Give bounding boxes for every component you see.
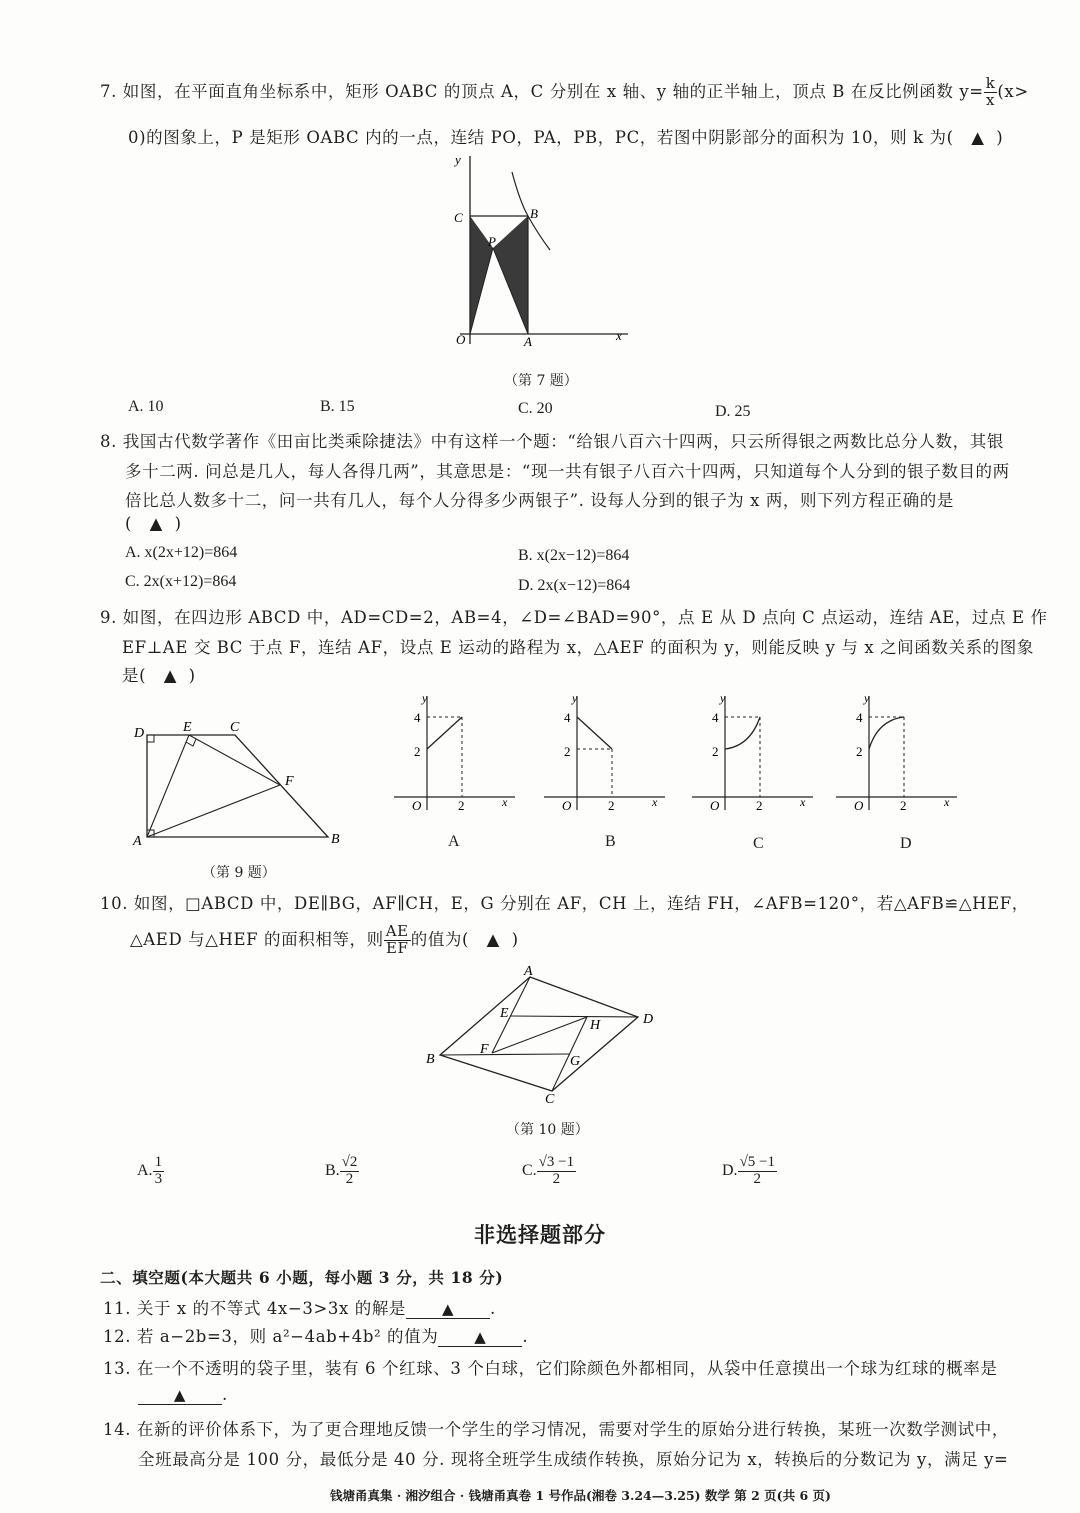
answer-marker: ▲ <box>149 514 163 533</box>
page-footer: 钱塘甬真集 · 湘汐组合 · 钱塘甬真卷 1 号作品(湘卷 3.24—3.25) 数学 第 2 页(共 6 页) <box>330 1488 831 1503</box>
q8-line3: 倍比总人数多十二，问一共有几人，每个人分得多少两银子”. 设每人分到的银子为 x 两，则下列方程正确的是 <box>125 491 954 510</box>
graph-a-y-label: y <box>422 691 428 705</box>
q10-line2: △AED 与△HEF 的面积相等，则 $\frac{AE}{EF}$ 的值为( ▲ ) <box>130 922 519 957</box>
q8-option-c: C. 2x(x+12)=864 <box>125 573 237 590</box>
q9-figure <box>128 715 358 850</box>
q12-answer-blank[interactable]: ▲ <box>438 1328 522 1347</box>
q10-label-b: B <box>426 1052 435 1067</box>
q9-label-e: E <box>183 720 192 735</box>
q11: 11. 关于 x 的不等式 4x−3>3x 的解是 ▲ . <box>103 1299 496 1318</box>
q7-caption: （第 7 题） <box>504 373 578 389</box>
q8-option-b: B. x(2x−12)=864 <box>518 547 630 564</box>
graph-a-tick-2y: 2 <box>414 744 421 759</box>
q9-graph-d-letter: D <box>900 835 912 852</box>
q8-line4: ( ▲ ) <box>125 514 182 533</box>
q9-label-b: B <box>331 832 340 847</box>
graph-c-tick-4: 4 <box>712 710 719 725</box>
q7-option-c: C. 20 <box>518 400 553 417</box>
q14-line1: 14. 在新的评价体系下，为了更合理地反馈一个学生的学习情况，需要对学生的原始分进行转换，某班一次数学测试中， <box>103 1420 1009 1439</box>
graph-b-origin: O <box>562 798 572 813</box>
part2-heading: 二、填空题(本大题共 6 小题，每小题 3 分，共 18 分) <box>100 1268 504 1287</box>
q8-line2: 多十二两. 问总是几人，每人各得几两”，其意思是：“现一共有银子八百六十四两，只知道每个人分到的银子数目的两 <box>125 462 1010 481</box>
graph-b-tick-2x: 2 <box>608 798 615 813</box>
q9-graph-b-letter: B <box>605 833 616 850</box>
graph-c-tick-2y: 2 <box>712 744 719 759</box>
q14-line2: 全班最高分是 100 分，最低分是 40 分. 现将全班学生成绩作转换，原始分记为 x，转换后的分数记为 y，满足 y= <box>138 1450 1009 1469</box>
q9-label-d: D <box>134 726 145 741</box>
graph-d-x-label: x <box>944 795 950 809</box>
q9-line1: 9. 如图，在四边形 ABCD 中，AD=CD=2，AB=4，∠D=∠BAD=90°，点 E 从 D 点向 C 点运动，连结 AE，过点 E 作 <box>100 608 1048 627</box>
graph-d-tick-4: 4 <box>856 710 863 725</box>
graph-a-tick-4: 4 <box>414 710 421 725</box>
q13-line1: 13. 在一个不透明的袋子里，装有 6 个红球、3 个白球，它们除颜色外都相同，从袋中任意摸出一个球为红球的概率是 <box>103 1359 998 1378</box>
q9-label-f: F <box>285 774 294 789</box>
q7-k-over-x-fraction: $\frac{k}{x}$ <box>985 74 996 109</box>
q10-ae-over-ef-fraction: $\frac{AE}{EF}$ <box>385 922 409 957</box>
q10-option-d: D. $\frac{√5 -1}{2}$ <box>722 1154 776 1187</box>
q13-answer-blank[interactable]: ▲ <box>138 1386 222 1405</box>
graph-d-y-label: y <box>864 691 870 705</box>
q7-label-p: P <box>488 234 496 249</box>
q8-option-d: D. 2x(x−12)=864 <box>518 577 631 594</box>
q7-label-o: O <box>456 332 466 347</box>
q10-option-a: A. $\frac{1}{3}$ <box>137 1154 163 1187</box>
q10-caption: （第 10 题） <box>506 1122 589 1138</box>
q8-line1: 8. 我国古代数学著作《田亩比类乘除捷法》中有这样一个题：“给银八百六十四两，只云所得银之两数比总分人数，其银 <box>100 432 1004 451</box>
answer-marker: ▲ <box>971 128 985 147</box>
section-title: 非选择题部分 <box>474 1223 606 1247</box>
graph-d-tick-2x: 2 <box>900 798 907 813</box>
q7-option-d: D. 25 <box>715 403 751 420</box>
graph-b-x-label: x <box>652 795 658 809</box>
q7-label-c: C <box>454 210 463 225</box>
graph-d-origin: O <box>854 798 864 813</box>
q9-graph-a-letter: A <box>448 833 460 850</box>
q9-caption: （第 9 题） <box>202 865 276 881</box>
graph-c-origin: O <box>710 798 720 813</box>
q7-option-b: B. 15 <box>320 398 355 415</box>
q9-graph-b <box>540 690 670 820</box>
graph-c-x-label: x <box>800 795 806 809</box>
q10-option-b: B. $\frac{√2}{2}$ <box>325 1154 358 1187</box>
graph-d-tick-2y: 2 <box>856 744 863 759</box>
q12: 12. 若 a−2b=3，则 a²−4ab+4b² 的值为 ▲ . <box>103 1327 529 1346</box>
q10-line1: 10. 如图，□ABCD 中，DE∥BG，AF∥CH，E，G 分别在 AF，CH 上，连结 FH，∠AFB=120°，若△AFB≌△HEF， <box>100 894 1029 913</box>
q9-label-c: C <box>230 720 240 735</box>
q9-graph-c <box>688 690 818 820</box>
q7-option-a: A. 10 <box>128 398 164 415</box>
q10-option-c: C. $\frac{√3 -1}{2}$ <box>522 1154 575 1187</box>
q9-line3: 是( ▲ ) <box>122 666 196 685</box>
graph-a-x-label: x <box>502 795 508 809</box>
q10-label-d: D <box>643 1012 654 1027</box>
q9-graph-a <box>390 690 520 820</box>
q10-label-c: C <box>545 1092 555 1105</box>
q7-line1: 7. 如图，在平面直角坐标系中，矩形 OABC 的顶点 A，C 分别在 x 轴、y 轴的正半轴上，顶点 B 在反比例函数 y= $\frac{k}{x}$ (x> <box>100 74 1029 109</box>
q7-label-b: B <box>530 206 538 221</box>
answer-marker: ▲ <box>486 929 500 949</box>
q10-label-g: G <box>570 1054 581 1069</box>
graph-a-origin: O <box>412 798 422 813</box>
graph-b-y-label: y <box>572 691 578 705</box>
q13-line2: ▲ . <box>138 1385 228 1405</box>
q7-label-y: y <box>455 152 461 167</box>
q10-figure <box>420 965 670 1105</box>
q9-graph-d <box>832 690 962 820</box>
q7-label-x: x <box>616 328 622 343</box>
q9-label-a: A <box>133 834 142 849</box>
answer-marker: ▲ <box>163 666 177 685</box>
q10-label-e: E <box>500 1006 509 1021</box>
q7-line2: 0)的图象上，P 是矩形 OABC 内的一点，连结 PO，PA，PB，PC，若图中阴影部分的面积为 10，则 k 为( ▲ ) <box>128 128 1004 147</box>
q10-label-a: A <box>524 965 533 979</box>
q11-answer-blank[interactable]: ▲ <box>406 1300 490 1319</box>
graph-a-tick-2x: 2 <box>458 798 465 813</box>
q9-graph-c-letter: C <box>753 835 764 852</box>
q10-label-f: F <box>480 1042 489 1057</box>
graph-b-tick-2y: 2 <box>564 744 571 759</box>
q7-label-a: A <box>524 334 532 349</box>
graph-c-tick-2x: 2 <box>756 798 763 813</box>
q10-label-h: H <box>590 1018 601 1033</box>
q9-line2: EF⊥AE 交 BC 于点 F，连结 AF，设点 E 运动的路程为 x，△AEF 的面积为 y，则能反映 y 与 x 之间函数关系的图象 <box>122 638 1034 657</box>
q7-figure <box>440 150 640 350</box>
q7-shaded-right <box>493 216 528 334</box>
q8-option-a: A. x(2x+12)=864 <box>125 544 238 561</box>
graph-c-y-label: y <box>720 691 726 705</box>
graph-b-tick-4: 4 <box>564 710 571 725</box>
